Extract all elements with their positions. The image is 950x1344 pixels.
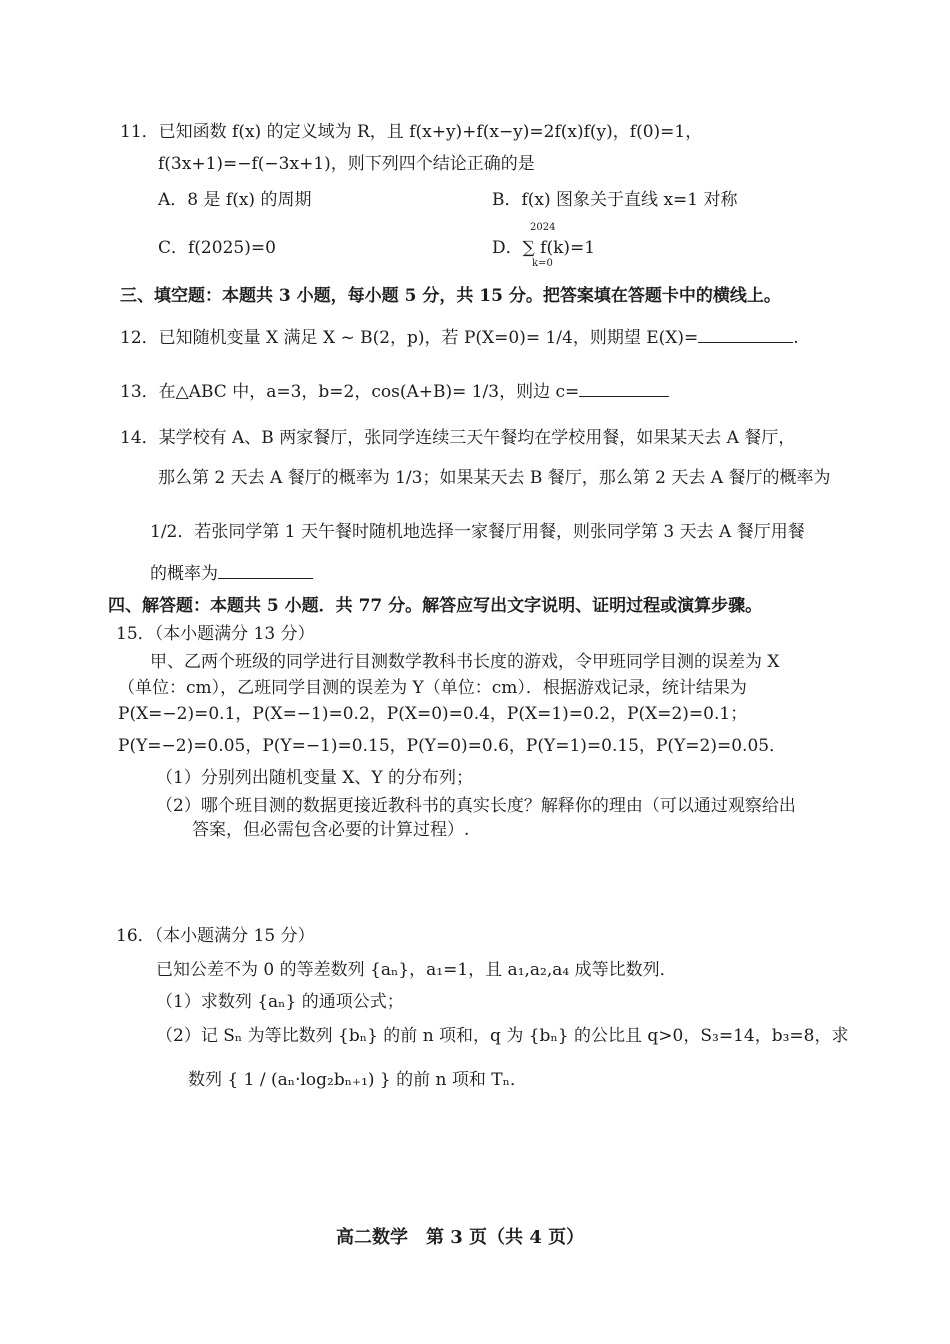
page-footer: 高二数学 第 3 页（共 4 页） xyxy=(336,1227,585,1248)
q15-line2: （单位：cm），乙班同学目测的误差为 Y（单位：cm）．根据游戏记录，统计结果为 xyxy=(118,678,747,698)
q12-stem: 12．已知随机变量 X 满足 X ~ B(2，p)，若 P(X=0)= 1/4，则期望 E(X)= xyxy=(120,328,699,348)
q15-x-probabilities: P(X=−2)=0.1，P(X=−1)=0.2，P(X=0)=0.4，P(X=1)=0.2，P(X=2)=0.1； xyxy=(118,704,748,724)
q16-title: 16．（本小题满分 15 分） xyxy=(116,926,315,946)
section-3-heading: 三、填空题：本题共 3 小题，每小题 5 分，共 15 分。把答案填在答题卡中的横线上。 xyxy=(120,286,781,306)
q14-line3: 1/2．若张同学第 1 天午餐时随机地选择一家餐厅用餐，则张同学第 3 天去 A 餐厅用餐 xyxy=(150,522,805,542)
q12-answer-blank xyxy=(698,341,793,343)
q15-y-probabilities: P(Y=−2)=0.05，P(Y=−1)=0.15，P(Y=0)=0.6，P(Y=1)=0.15，P(Y=2)=0.05． xyxy=(118,736,787,756)
q14-line2: 那么第 2 天去 A 餐厅的概率为 1/3；如果某天去 B 餐厅，那么第 2 天去 A 餐厅的概率为 xyxy=(158,468,831,488)
q15-line1: 甲、乙两个班级的同学进行目测数学教科书长度的游戏，令甲班同学目测的误差为 X xyxy=(150,652,780,672)
q11-option-d-lower: k=0 xyxy=(532,258,553,269)
q11-line1: 11．已知函数 f(x) 的定义域为 R，且 f(x+y)+f(x−y)=2f(x)f(y)，f(0)=1， xyxy=(120,122,703,142)
section-4-heading: 四、解答题：本题共 5 小题．共 77 分。解答应写出文字说明、证明过程或演算步骤。 xyxy=(108,596,763,616)
q14-line1: 14．某学校有 A、B 两家餐厅，张同学连续三天午餐均在学校用餐，如果某天去 A 餐厅， xyxy=(120,428,796,448)
q12-end: . xyxy=(793,328,799,348)
q11-option-b: B．f(x) 图象关于直线 x=1 对称 xyxy=(492,190,738,210)
q13-answer-blank xyxy=(579,395,669,397)
q13-stem: 13．在△ABC 中，a=3，b=2，cos(A+B)= 1/3，则边 c= xyxy=(120,382,580,402)
q15-part2-line1: （2）哪个班目测的数据更接近教科书的真实长度？解释你的理由（可以通过观察给出 xyxy=(156,796,796,816)
q14-line4-text: 的概率为 xyxy=(150,564,218,584)
q11-option-d: D．∑ f(k)=1 xyxy=(492,238,596,258)
q16-line1: 已知公差不为 0 的等差数列 {aₙ}，a₁=1，且 a₁,a₂,a₄ 成等比数列． xyxy=(156,960,677,980)
q12-text xyxy=(120,326,799,350)
q15-part2-line2: 答案，但必需包含必要的计算过程）. xyxy=(192,820,470,840)
q16-part2-line2: 数列 { 1 / (aₙ·log₂bₙ₊₁) } 的前 n 项和 Tₙ． xyxy=(188,1070,528,1090)
q11-option-d-upper: 2024 xyxy=(530,222,556,233)
q14-answer-blank xyxy=(218,577,313,579)
q13-text xyxy=(120,380,669,404)
q15-title: 15．（本小题满分 13 分） xyxy=(116,624,315,644)
q16-part1: （1）求数列 {aₙ} 的通项公式； xyxy=(156,992,404,1012)
q11-option-a: A．8 是 f(x) 的周期 xyxy=(158,190,312,210)
q11-line2: f(3x+1)=−f(−3x+1)，则下列四个结论正确的是 xyxy=(158,154,535,174)
q16-part2-line1: （2）记 Sₙ 为等比数列 {bₙ} 的前 n 项和，q 为 {bₙ} 的公比且 q>0，S₃=14，b₃=8，求 xyxy=(156,1026,849,1046)
q11-option-c: C．f(2025)=0 xyxy=(158,238,276,258)
q15-part1: （1）分别列出随机变量 X、Y 的分布列； xyxy=(156,768,473,788)
q14-line4 xyxy=(150,562,313,586)
